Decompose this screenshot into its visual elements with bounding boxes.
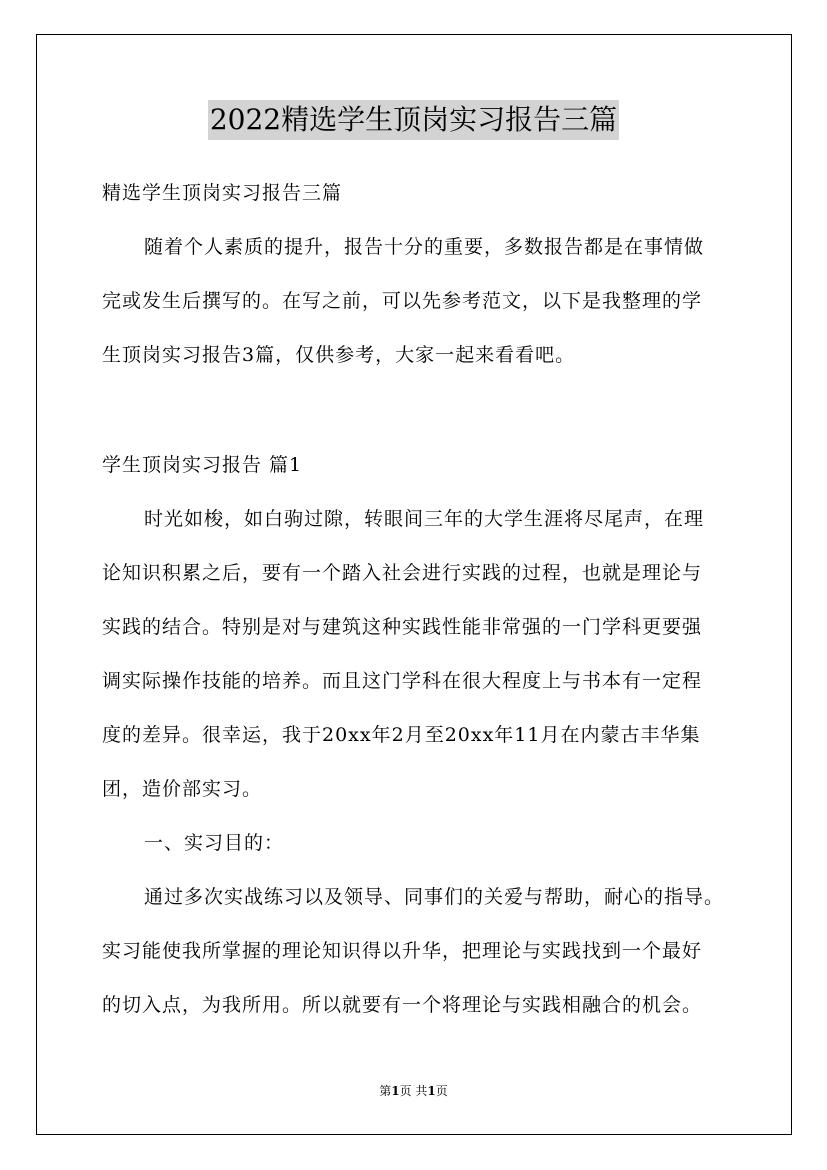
- footer-mid: 页 共: [399, 1084, 428, 1098]
- paragraph-line: 度的差异。很幸运，我于20xx年2月至20xx年11月在内蒙古丰华集: [102, 724, 701, 746]
- paragraph-line: 时光如梭，如白驹过隙，转眼间三年的大学生涯将尽尾声，在理: [144, 508, 705, 530]
- paragraph-line: 实习能使我所掌握的理论知识得以升华，把理论与实践找到一个最好: [102, 940, 703, 962]
- section-heading: 学生顶岗实习报告 篇1: [102, 454, 303, 476]
- footer-page-current: 1: [391, 1084, 400, 1098]
- paragraph-line: 随着个人素质的提升，报告十分的重要，多数报告都是在事情做: [144, 236, 705, 258]
- page-footer: [0, 1083, 827, 1099]
- footer-page-total: 1: [427, 1084, 436, 1098]
- document-title: 2022精选学生顶岗实习报告三篇: [208, 100, 619, 140]
- subsection-heading: 一、实习目的：: [144, 832, 285, 854]
- footer-prefix: 第: [379, 1084, 392, 1098]
- paragraph-line: 完或发生后撰写的。在写之前，可以先参考范文，以下是我整理的学: [102, 290, 703, 312]
- footer-suffix: 页: [435, 1084, 448, 1098]
- paragraph-line: 实践的结合。特别是对与建筑这种实践性能非常强的一门学科更要强: [102, 616, 703, 638]
- paragraph-line: 团，造价部实习。: [102, 778, 263, 800]
- paragraph-line: 生顶岗实习报告3篇，仅供参考，大家一起来看看吧。: [102, 344, 576, 366]
- section-heading: 精选学生顶岗实习报告三篇: [102, 182, 343, 204]
- paragraph-line: 论知识积累之后，要有一个踏入社会进行实践的过程，也就是理论与: [102, 562, 703, 584]
- paragraph-line: 通过多次实战练习以及领导、同事们的关爱与帮助，耐心的指导。: [144, 886, 725, 908]
- paragraph-line: 的切入点，为我所用。所以就要有一个将理论与实践相融合的机会。: [102, 994, 703, 1016]
- title-container: [0, 100, 827, 140]
- paragraph-line: 调实际操作技能的培养。而且这门学科在很大程度上与书本有一定程: [102, 670, 703, 692]
